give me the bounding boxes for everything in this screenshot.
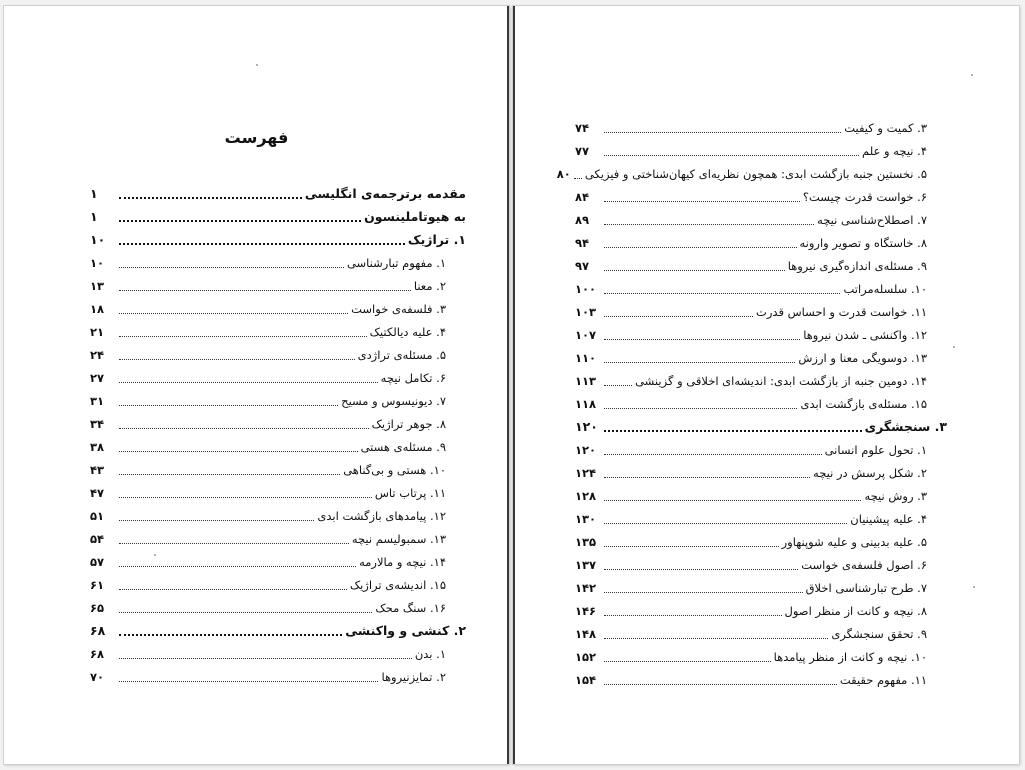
toc-entry-label: ۱۴. دومین جنبه از بازگشت ابدی: اندیشه‌ای اخلاقی و گزینشی bbox=[635, 374, 927, 388]
toc-page-number: ۷۴ bbox=[575, 121, 590, 135]
toc-entry-label: ۹. مسئله‌ی اندازه‌گیری نیروها bbox=[787, 259, 927, 273]
toc-page-number: ۱۴۶ bbox=[575, 604, 597, 618]
toc-entry bbox=[575, 643, 947, 666]
toc-page-number: ۱ bbox=[90, 186, 98, 201]
toc-page-number: ۱۰۷ bbox=[575, 328, 597, 342]
page-edge bbox=[507, 6, 509, 764]
toc-page-number: ۱۴۲ bbox=[575, 581, 597, 595]
toc-entry bbox=[90, 387, 466, 410]
toc-entry-label: ۷. اصطلاح‌شناسی نیچه bbox=[817, 213, 927, 227]
toc-page-number: ۱۳۵ bbox=[575, 535, 597, 549]
toc-page-number: ۱۴۸ bbox=[575, 627, 597, 641]
toc-entry bbox=[90, 318, 466, 341]
dot-leader bbox=[119, 520, 314, 521]
toc-entry-label: ۲. تمایزنیروها bbox=[381, 670, 446, 684]
toc-page-number: ۵۴ bbox=[90, 532, 105, 546]
toc-entry-label: ۱۰. هستی و بی‌گناهی bbox=[343, 463, 446, 477]
toc-entry-label: ۱. تراژیک bbox=[407, 232, 466, 247]
toc-page-number: ۱۲۰ bbox=[575, 419, 598, 434]
dot-leader bbox=[604, 293, 840, 294]
dot-leader bbox=[604, 385, 632, 386]
dot-leader bbox=[119, 405, 338, 406]
toc-entry bbox=[90, 410, 466, 433]
toc-entry bbox=[556, 160, 947, 183]
toc-entry-label: ۶. اصول فلسفه‌ی خواست bbox=[801, 558, 927, 572]
toc-page-number: ۱۱۳ bbox=[575, 374, 597, 388]
toc-page-number: ۳۴ bbox=[90, 417, 105, 431]
dot-leader bbox=[119, 658, 412, 659]
toc-entry bbox=[575, 275, 947, 298]
dot-leader bbox=[604, 224, 814, 225]
toc-entry-label: ۵. مسئله‌ی تراژدی bbox=[357, 348, 446, 362]
toc-entry bbox=[575, 620, 947, 643]
toc-entry-label: ۸. جوهر تراژیک bbox=[371, 417, 446, 431]
toc-entry-label: ۱. مفهوم تبارشناسی bbox=[346, 256, 446, 270]
toc-entry bbox=[90, 502, 466, 525]
dot-leader bbox=[119, 382, 378, 383]
toc-entry bbox=[575, 114, 947, 137]
toc-entry bbox=[90, 433, 466, 456]
toc-page-number: ۱۲۰ bbox=[575, 443, 597, 457]
dot-leader bbox=[119, 451, 358, 452]
toc-entry bbox=[575, 459, 947, 482]
scan-speck bbox=[154, 554, 156, 556]
toc-list-right bbox=[556, 114, 947, 689]
toc-entry bbox=[575, 344, 947, 367]
toc-entry-label: ۸. نیچه و کانت از منظر اصول bbox=[784, 604, 927, 618]
toc-title: فهرست bbox=[224, 128, 289, 147]
toc-chapter-entry bbox=[90, 617, 466, 640]
toc-entry-label: ۱۲. واکنشی ـ شدن نیروها bbox=[803, 328, 927, 342]
toc-page-number: ۱۰ bbox=[90, 232, 106, 247]
dot-leader bbox=[119, 243, 405, 245]
toc-entry bbox=[90, 272, 466, 295]
toc-page-number: ۱۳۷ bbox=[575, 558, 597, 572]
toc-page-number: ۲۴ bbox=[90, 348, 105, 362]
toc-entry-label: ۲. شکل پرسش در نیچه bbox=[813, 466, 927, 480]
dot-leader bbox=[604, 638, 828, 639]
toc-page-number: ۱۲۴ bbox=[575, 466, 597, 480]
toc-entry-label: ۸. خاستگاه و تصویر وارونه bbox=[799, 236, 927, 250]
toc-page-number: ۵۷ bbox=[90, 555, 105, 569]
toc-page-number: ۱۲۸ bbox=[575, 489, 597, 503]
toc-page-number: ۱ bbox=[90, 209, 98, 224]
toc-chapter-entry bbox=[90, 180, 466, 203]
toc-entry-label: ۱۰. نیچه و کانت از منظر پیامدها bbox=[773, 650, 927, 664]
toc-page-number: ۸۹ bbox=[575, 213, 590, 227]
toc-page-number: ۵۱ bbox=[90, 509, 105, 523]
toc-entry bbox=[575, 298, 947, 321]
toc-entry-label: ۳. روش نیچه bbox=[864, 489, 927, 503]
toc-entry-label: ۹. مسئله‌ی هستی bbox=[360, 440, 446, 454]
dot-leader bbox=[604, 454, 822, 455]
toc-page-number: ۶۱ bbox=[90, 578, 105, 592]
dot-leader bbox=[119, 359, 355, 360]
toc-entry-label: ۵. علیه بدبینی و علیه شوپنهاور bbox=[781, 535, 927, 549]
toc-entry bbox=[575, 367, 947, 390]
dot-leader bbox=[604, 408, 797, 409]
toc-entry bbox=[90, 456, 466, 479]
toc-entry-label: ۳. سنجشگری bbox=[864, 419, 947, 434]
toc-entry-label: ۲. معنا bbox=[413, 279, 446, 293]
dot-leader bbox=[119, 681, 378, 682]
dot-leader bbox=[119, 543, 349, 544]
toc-chapter-entry bbox=[575, 413, 947, 436]
toc-entry-label: ۲. کنشی و واکنشی bbox=[345, 623, 466, 638]
toc-entry-label: به هیوتاملینسون bbox=[364, 209, 466, 224]
scan-speck bbox=[256, 64, 258, 66]
dot-leader bbox=[604, 569, 798, 570]
toc-page-number: ۸۴ bbox=[575, 190, 590, 204]
toc-page-number: ۲۷ bbox=[90, 371, 105, 385]
toc-page-number: ۴۳ bbox=[90, 463, 105, 477]
toc-chapter-entry bbox=[90, 226, 466, 249]
toc-page-number: ۱۱۰ bbox=[575, 351, 597, 365]
toc-entry bbox=[575, 528, 947, 551]
scan-speck bbox=[971, 74, 973, 76]
toc-entry bbox=[90, 548, 466, 571]
dot-leader bbox=[119, 197, 302, 199]
dot-leader bbox=[119, 336, 367, 337]
toc-entry-label: ۱۱. مفهوم حقیقت bbox=[839, 673, 927, 687]
toc-page-number: ۹۷ bbox=[575, 259, 590, 273]
toc-page-number: ۳۱ bbox=[90, 394, 105, 408]
toc-entry-label: ۱۱. خواست قدرت و احساس قدرت bbox=[756, 305, 927, 319]
dot-leader bbox=[604, 477, 810, 478]
dot-leader bbox=[604, 316, 753, 317]
toc-entry-label: ۵. نخستین جنبه بازگشت ابدی: همچون نظریه‌ای کیهان‌شناختی و فیزیکی bbox=[584, 167, 927, 181]
dot-leader bbox=[604, 546, 779, 547]
scan-speck bbox=[953, 346, 955, 348]
toc-entry-label: ۳. کمیت و کیفیت bbox=[844, 121, 927, 135]
toc-entry-label: ۱۳. سمبولیسم نیچه bbox=[351, 532, 446, 546]
toc-page-number: ۲۱ bbox=[90, 325, 105, 339]
toc-entry-label: ۱۳. دوسویگی معنا و ارزش bbox=[798, 351, 927, 365]
toc-entry bbox=[575, 229, 947, 252]
toc-page-number: ۳۸ bbox=[90, 440, 105, 454]
right-page bbox=[513, 6, 1019, 764]
toc-entry bbox=[90, 571, 466, 594]
toc-entry bbox=[90, 295, 466, 318]
toc-entry-label: ۱. بدن bbox=[414, 647, 446, 661]
toc-page-number: ۱۵۴ bbox=[575, 673, 597, 687]
toc-entry bbox=[90, 525, 466, 548]
toc-entry bbox=[90, 364, 466, 387]
toc-entry bbox=[575, 137, 947, 160]
toc-page-number: ۶۸ bbox=[90, 647, 105, 661]
toc-entry-label: ۱۵. مسئله‌ی بازگشت ابدی bbox=[800, 397, 927, 411]
dot-leader bbox=[604, 155, 859, 156]
toc-entry bbox=[90, 594, 466, 617]
dot-leader bbox=[604, 339, 800, 340]
toc-entry-label: ۶. خواست قدرت چیست؟ bbox=[802, 190, 927, 204]
toc-entry-label: ۴. نیچه و علم bbox=[862, 144, 927, 158]
dot-leader bbox=[604, 500, 861, 501]
toc-entry bbox=[575, 574, 947, 597]
dot-leader bbox=[604, 615, 782, 616]
toc-page-number: ۱۰۳ bbox=[575, 305, 597, 319]
toc-page-number: ۱۱۸ bbox=[575, 397, 597, 411]
toc-entry-label: ۱. تحول علوم انسانی bbox=[824, 443, 927, 457]
dot-leader bbox=[604, 592, 803, 593]
dot-leader bbox=[604, 132, 841, 133]
toc-entry-label: ۱۱. پرتاب تاس bbox=[374, 486, 446, 500]
scan-speck bbox=[973, 586, 975, 588]
left-page bbox=[4, 6, 509, 764]
toc-page-number: ۶۸ bbox=[90, 623, 106, 638]
toc-entry bbox=[575, 505, 947, 528]
dot-leader bbox=[119, 566, 356, 567]
toc-entry bbox=[575, 183, 947, 206]
toc-entry-label: ۴. علیه دیالکتیک bbox=[369, 325, 446, 339]
dot-leader bbox=[604, 270, 785, 271]
dot-leader bbox=[604, 430, 862, 432]
toc-entry-label: ۱۶. سنگ محک bbox=[375, 601, 446, 615]
toc-entry bbox=[90, 479, 466, 502]
dot-leader bbox=[604, 684, 837, 685]
toc-entry-label: ۶. تکامل نیچه bbox=[380, 371, 446, 385]
toc-entry bbox=[575, 321, 947, 344]
toc-entry bbox=[575, 252, 947, 275]
toc-entry-label: ۹. تحقق سنجشگری bbox=[831, 627, 927, 641]
dot-leader bbox=[119, 428, 369, 429]
dot-leader bbox=[604, 201, 800, 202]
toc-chapter-entry bbox=[90, 203, 466, 226]
toc-page-number: ۱۳۰ bbox=[575, 512, 597, 526]
toc-entry-label: ۱۴. نیچه و مالارمه bbox=[359, 555, 446, 569]
toc-page-number: ۱۰۰ bbox=[575, 282, 597, 296]
dot-leader bbox=[119, 634, 342, 636]
toc-entry bbox=[90, 341, 466, 364]
page-edge bbox=[513, 6, 515, 764]
toc-page-number: ۱۸ bbox=[90, 302, 105, 316]
toc-page-number: ۸۰ bbox=[556, 167, 571, 181]
toc-page-number: ۷۰ bbox=[90, 670, 105, 684]
toc-page-number: ۴۷ bbox=[90, 486, 105, 500]
toc-page-number: ۱۵۲ bbox=[575, 650, 597, 664]
toc-entry bbox=[575, 482, 947, 505]
toc-page-number: ۹۴ bbox=[575, 236, 590, 250]
dot-leader bbox=[604, 523, 847, 524]
toc-page-number: ۷۷ bbox=[575, 144, 590, 158]
dot-leader bbox=[604, 661, 771, 662]
toc-entry bbox=[90, 663, 466, 686]
toc-entry bbox=[575, 666, 947, 689]
toc-entry-label: ۳. فلسفه‌ی خواست bbox=[351, 302, 446, 316]
toc-entry bbox=[575, 551, 947, 574]
dot-leader bbox=[119, 220, 361, 222]
toc-entry-label: ۷. طرح تبارشناسی اخلاق bbox=[805, 581, 927, 595]
toc-entry bbox=[90, 249, 466, 272]
dot-leader bbox=[119, 612, 372, 613]
toc-entry bbox=[575, 206, 947, 229]
toc-entry bbox=[575, 390, 947, 413]
toc-entry-label: ۱۲. پیامدهای بازگشت ابدی bbox=[317, 509, 446, 523]
dot-leader bbox=[119, 497, 372, 498]
dot-leader bbox=[574, 178, 582, 179]
toc-entry-label: ۷. دیونیسوس و مسیح bbox=[341, 394, 446, 408]
dot-leader bbox=[604, 362, 795, 363]
dot-leader bbox=[119, 474, 340, 475]
toc-page-number: ۱۰ bbox=[90, 256, 105, 270]
toc-entry bbox=[575, 597, 947, 620]
dot-leader bbox=[119, 267, 344, 268]
toc-entry bbox=[575, 436, 947, 459]
dot-leader bbox=[119, 313, 348, 314]
toc-entry-label: ۴. علیه پیشینیان bbox=[850, 512, 927, 526]
toc-page-number: ۱۳ bbox=[90, 279, 105, 293]
toc-entry-label: ۱۵. اندیشه‌ی تراژیک bbox=[349, 578, 446, 592]
toc-entry bbox=[90, 640, 466, 663]
toc-entry-label: ۱۰. سلسله‌مراتب bbox=[843, 282, 927, 296]
toc-entry-label: مقدمه برترجمه‌ی انگلیسی bbox=[304, 186, 466, 201]
dot-leader bbox=[119, 290, 411, 291]
dot-leader bbox=[119, 589, 347, 590]
dot-leader bbox=[604, 247, 797, 248]
toc-page-number: ۶۵ bbox=[90, 601, 105, 615]
toc-list-left bbox=[90, 180, 466, 686]
